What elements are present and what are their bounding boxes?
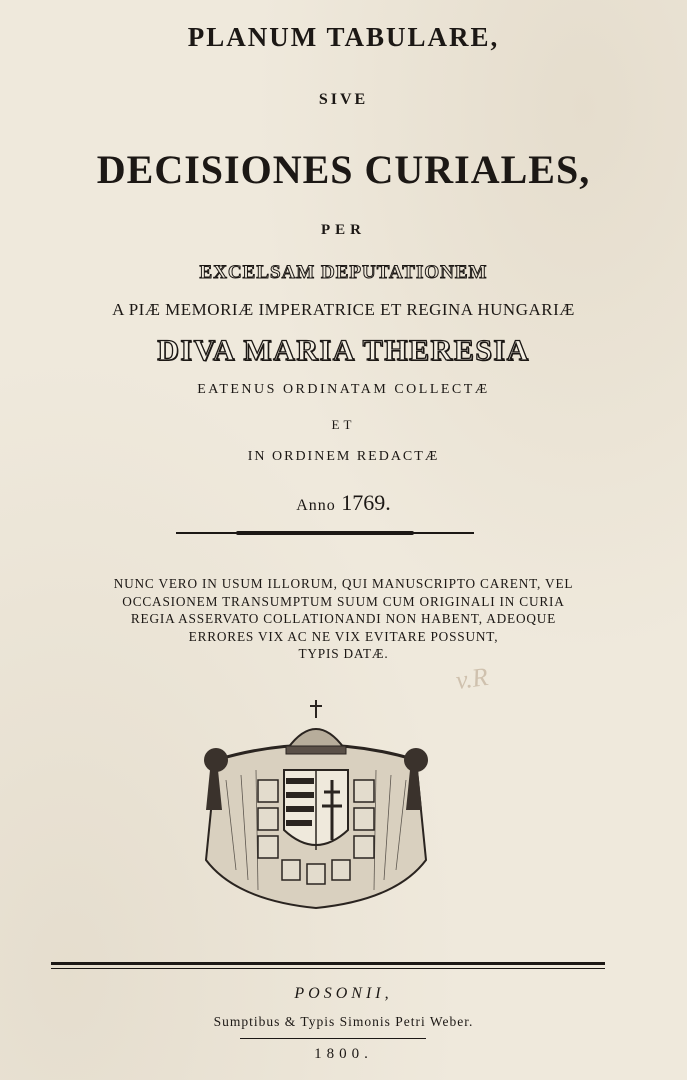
paragraph-line: NUNC VERO IN USUM ILLORUM, QUI MANUSCRIPTO CARENT, VEL [113, 576, 574, 591]
paragraph-line: OCCASIONEM TRANSUMPTUM SUUM CUM ORIGINALI IN CURIA [122, 593, 565, 609]
title-line-empress: A PIÆ MEMORIÆ IMPERATRICE ET REGINA HUNGARIÆ [112, 300, 575, 319]
paragraph-line: REGIA ASSERVATO COLLATIONANDI NON HABENT, ADEOQUE [130, 611, 557, 626]
imprint-place: POSONII, [294, 985, 393, 1002]
paragraph-line: TYPIS DATÆ. [298, 646, 389, 661]
title-line-maria-theresia: DIVA MARIA THERESIA [157, 334, 530, 367]
description-paragraph [0, 575, 687, 663]
title-line-deputation: EXCELSAM DEPUTATIONEM [199, 262, 488, 283]
title-line-per: PER [321, 222, 366, 238]
title-line-collectae: EATENUS ORDINATAM COLLECTÆ [197, 382, 490, 397]
anno-word: Anno [296, 497, 336, 514]
bottom-rule-thick [51, 962, 605, 965]
main-title: DECISIONES CURIALES, [96, 147, 591, 192]
anno-line [0, 490, 687, 516]
imprint-rule [240, 1038, 426, 1039]
anno-year: 1769. [341, 490, 391, 515]
imprint-printer: Sumptibus & Typis Simonis Petri Weber. [213, 1014, 474, 1029]
library-stamp: v.R [454, 661, 490, 696]
title-line-1: PLANUM TABULARE, [187, 22, 500, 52]
title-line-et: ET [331, 417, 356, 432]
coat-of-arms-icon [196, 700, 436, 912]
title-line-redactae: IN ORDINEM REDACTÆ [247, 449, 440, 464]
ornamental-rule [176, 532, 474, 534]
bottom-rule-thin [51, 968, 605, 969]
paragraph-line: ERRORES VIX AC NE VIX EVITARE POSSUNT, [188, 628, 499, 644]
imprint-year: 1800. [314, 1046, 373, 1062]
title-line-sive: SIVE [318, 91, 369, 108]
